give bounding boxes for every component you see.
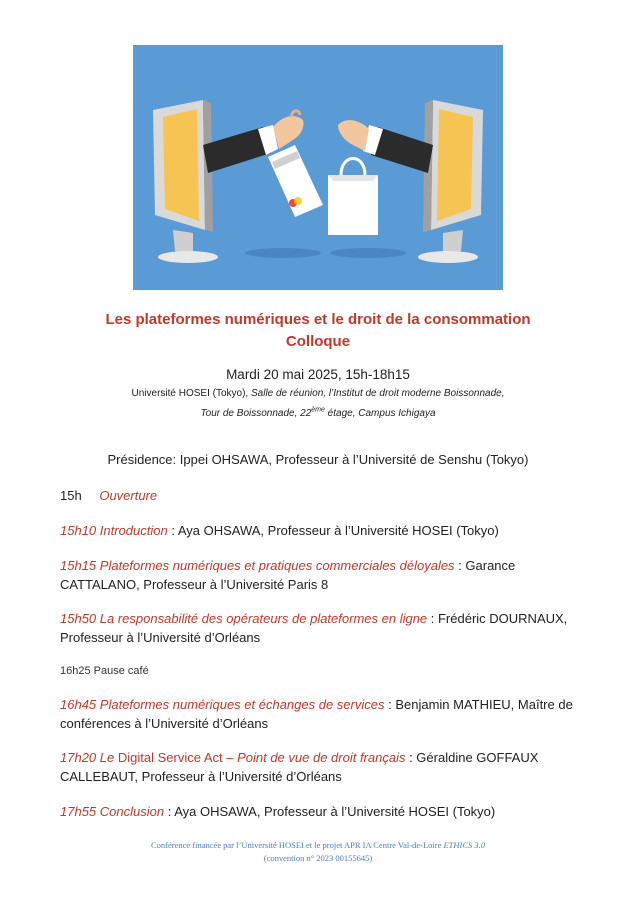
ecommerce-illustration-icon [133, 45, 503, 290]
program-topic: Ouverture [99, 488, 158, 503]
project-name: ETHICS 3.0 [443, 840, 486, 850]
left-monitor-icon [153, 100, 218, 263]
presidence: Présidence: Ippei OHSAWA, Professeur à l’Université de Senshu (Tokyo) [107, 452, 529, 467]
program-speaker: : Géraldine GOFFAUX [405, 750, 539, 765]
program-speaker-cont: conférences à l’Université d’Orléans [60, 716, 269, 731]
venue-tower: Tour de Boissonnade, 22 [200, 408, 312, 420]
venue-university: Université HOSEI (Tokyo), [131, 388, 251, 399]
event-date: Mardi 20 mai 2025, 15h-18h15 [226, 367, 410, 382]
program-topic: Plateformes numériques et pratiques commerciales déloyales [99, 558, 455, 573]
program-speaker: : Aya OHSAWA, Professeur à l’Université HOSEI (Tokyo) [164, 804, 496, 819]
program-time: 15h15 [60, 558, 97, 573]
event-title: Les plateformes numériques et le droit de la consommation [105, 311, 531, 328]
right-monitor-icon [418, 100, 483, 263]
program-item-conclusion [60, 802, 580, 821]
program-speaker-cont: Professeur à l’Université d’Orléans [60, 630, 261, 645]
credit-card-icon [268, 145, 323, 217]
program-item-s5 [60, 748, 580, 786]
program-time: 15h [60, 488, 82, 503]
program-speaker: : Benjamin MATHIEU, Maître de [384, 697, 573, 712]
funding-line-2: (convention n° 2023 00155645) [263, 853, 373, 863]
right-hand-icon [338, 120, 433, 173]
program-speaker: : Aya OHSAWA, Professeur à l’Université HOSEI (Tokyo) [167, 523, 499, 538]
program-time: 15h10 [60, 523, 97, 538]
venue-campus: étage, Campus Ichigaya [324, 408, 436, 420]
program-topic: Plateformes numériques et échanges de services [99, 697, 385, 712]
program-time: 17h55 [60, 804, 97, 819]
program-topic: Conclusion [99, 804, 165, 819]
program-topic: Introduction [99, 523, 168, 538]
event-subtitle: Colloque [285, 333, 351, 350]
venue-line-1 [0, 385, 636, 402]
program-time: 15h50 [60, 611, 97, 626]
program-time: 17h20 [60, 750, 97, 765]
program-topic: Le Digital Service Act – Point de vue de droit français [99, 750, 406, 765]
program-item-opening [60, 486, 580, 505]
hero-illustration [133, 45, 503, 290]
shopping-bag-icon [328, 159, 378, 236]
program-speaker-cont: CALLEBAUT, Professeur à l’Université d’Orléans [60, 769, 342, 784]
program-speaker: : Garance [454, 558, 516, 573]
funding-line-1: Conférence financée par l’Université HOSEI et le projet APR IA Centre Val-de-Loire ETHICS 3.0 [150, 840, 486, 850]
program-speaker: : Frédéric DOURNAUX, [427, 611, 568, 626]
program-item-s4 [60, 695, 580, 733]
venue-line-2 [0, 402, 636, 422]
program-item-s2 [60, 556, 580, 594]
venue-floor-sup: ème [311, 407, 325, 414]
program-topic: La responsabilité des opérateurs de plateformes en ligne [99, 611, 428, 626]
venue-room: Salle de réunion, l’Institut de droit moderne Boissonnade, [250, 388, 505, 399]
program-speaker-cont: CATTALANO, Professeur à l’Université Paris 8 [60, 577, 329, 592]
program-time: 16h45 [60, 697, 97, 712]
funding-footer [0, 839, 636, 865]
program-pause: 16h25 Pause café [60, 665, 149, 677]
program-item-intro [60, 521, 580, 540]
title-block [0, 309, 636, 353]
program-item-s3 [60, 609, 580, 647]
date-venue-block [0, 365, 636, 422]
